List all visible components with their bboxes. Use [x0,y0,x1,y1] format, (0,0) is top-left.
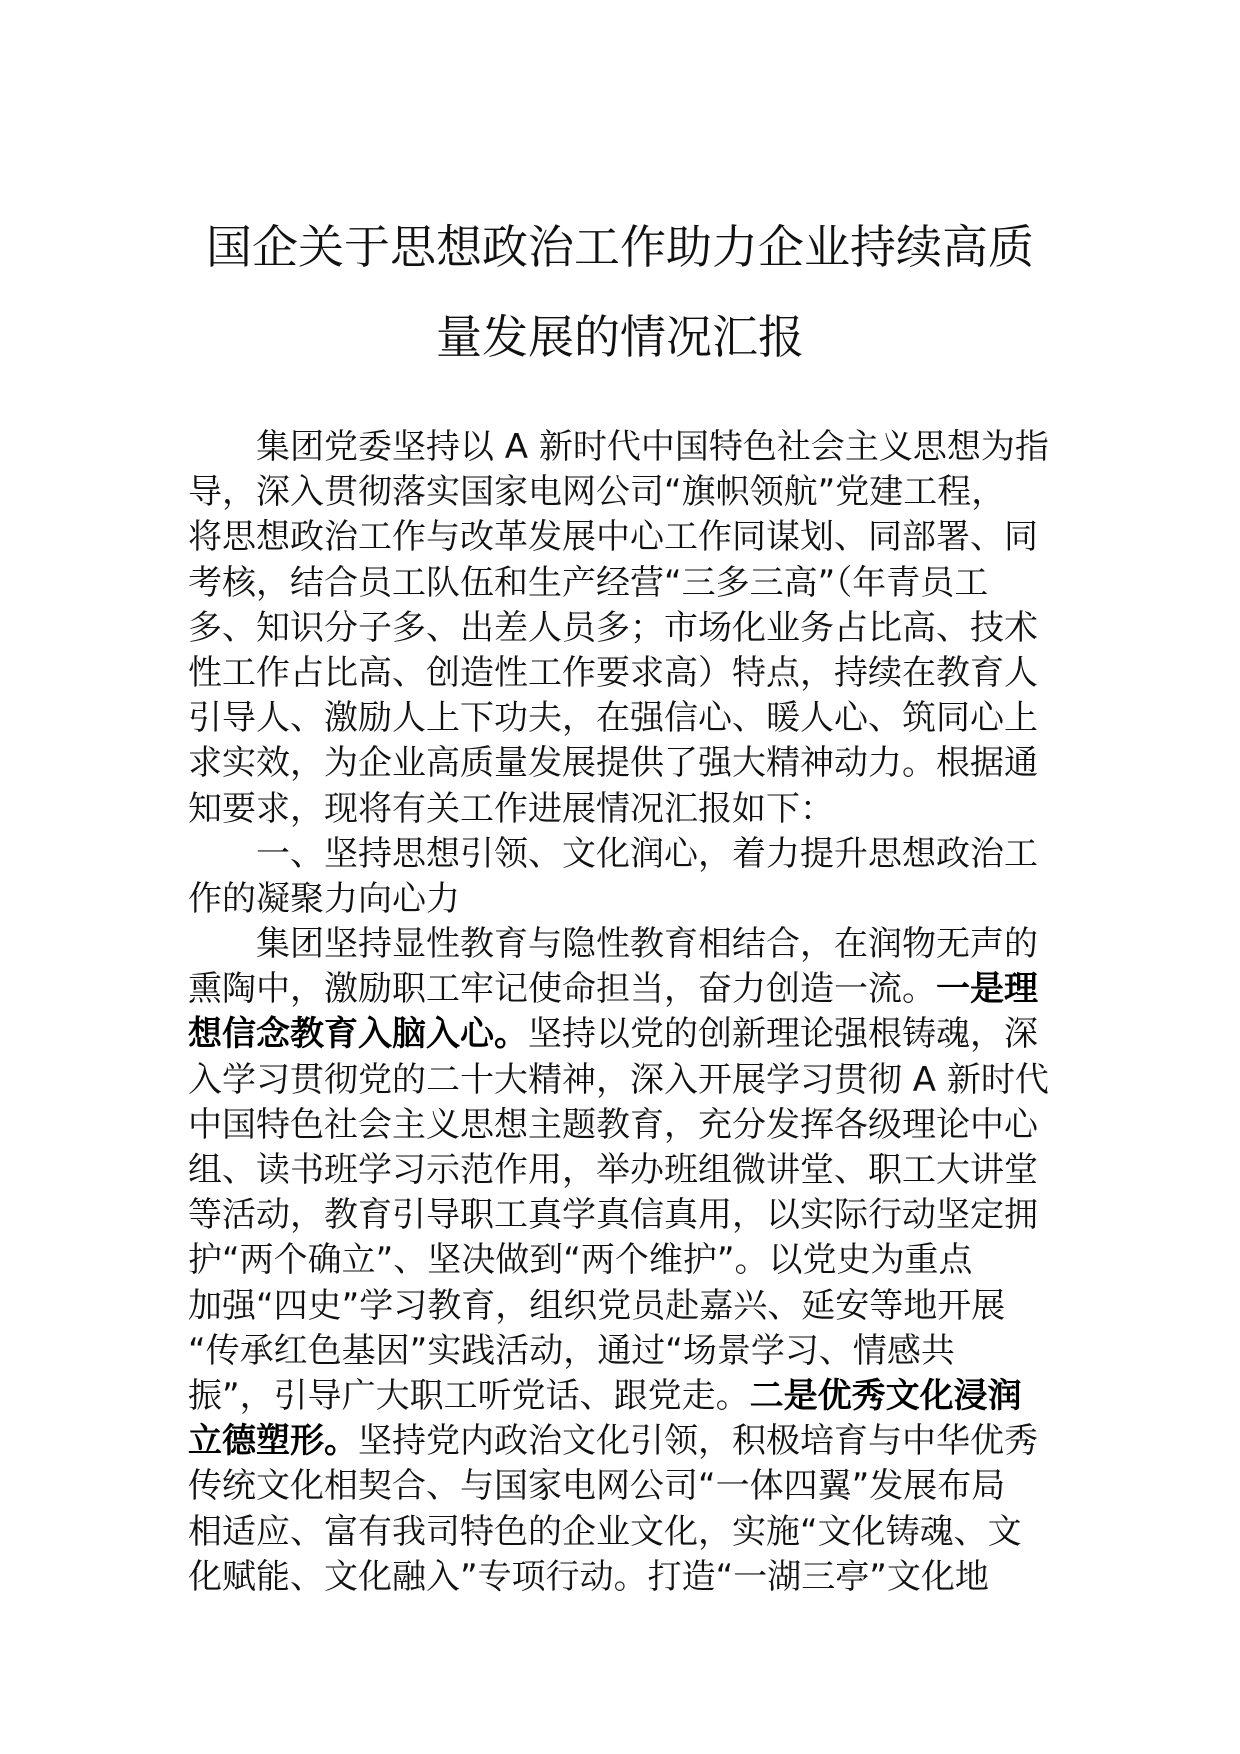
bold-lead-text: 想信念教育入脑入心。 [188,1014,528,1055]
intro-line: 多、知识分子多、出差人员多；市场化业务占比高、技术 [188,607,1038,648]
document-body [188,425,1058,1600]
section-paragraph-line: 相适应、富有我司特色的企业文化，实施“文化铸魂、文 [188,1511,1022,1552]
intro-line: 导，深入贯彻落实国家电网公司“旗帜领航”党建工程， [188,472,1006,513]
plain-text: 熏陶中，激励职工牢记使命担当，奋力创造一流。 [188,969,936,1010]
intro-line: 考核，结合员工队伍和生产经营“三多三高”（年青员工 [188,562,989,603]
section-paragraph-line: “传承红色基因”实践活动，通过“场景学习、情感共 [188,1330,955,1371]
intro-line: 求实效，为企业高质量发展提供了强大精神动力。根据通 [188,743,1038,784]
intro-line: 引导人、激励人上下功夫，在强信心、暖人心、筑同心上 [188,698,1038,739]
intro-line: 将思想政治工作与改革发展中心工作同谋划、同部署、同 [188,517,1038,558]
section-paragraph-line: 入学习贯彻党的二十大精神，深入开展学习贯彻 A 新时代 [188,1059,1049,1100]
intro-line: 性工作占比高、创造性工作要求高）特点，持续在教育人 [188,652,1038,693]
bold-lead-text: 一是理 [936,969,1038,1010]
plain-text: 振”，引导广大职工听党话、跟党走。 [188,1375,750,1416]
section-paragraph-line [188,967,1058,1012]
section-paragraph-line: 传统文化相契合、与国家电网公司“一体四翼”发展布局 [188,1466,1006,1507]
section-paragraph-line: 加强“四史”学习教育，组织党员赴嘉兴、延安等地开展 [188,1285,1006,1326]
section-heading-line: 一、坚持思想引领、文化润心，着力提升思想政治工 [256,833,1038,874]
bold-lead-text: 立德塑形。 [188,1421,358,1462]
plain-text: 坚持以党的创新理论强根铸魂，深 [528,1014,1038,1055]
section-paragraph-line: 化赋能、文化融入”专项行动。打造“一湖三亭”文化地 [188,1556,989,1597]
intro-line: 集团党委坚持以 A 新时代中国特色社会主义思想为指 [256,427,1049,467]
section-paragraph-line: 组、读书班学习示范作用，举办班组微讲堂、职工大讲堂 [188,1150,1038,1190]
section-paragraph-line [188,1419,1058,1464]
section-paragraph-line: 等活动，教育引导职工真学真信真用，以实际行动坚定拥 [188,1195,1038,1236]
title-line: 量发展的情况汇报 [436,310,804,364]
section-heading-line: 作的凝聚力向心力 [188,878,460,919]
title-line: 国企关于思想政治工作助力企业持续高质 [206,220,1034,274]
document-title [188,202,1052,382]
section-paragraph-line [188,1012,1058,1057]
plain-text: 坚持党内政治文化引领，积极培育与中华优秀 [358,1421,1038,1462]
intro-line: 知要求，现将有关工作进展情况汇报如下： [188,788,834,829]
section-paragraph-line [188,1374,1058,1419]
section-paragraph-line: 集团坚持显性教育与隐性教育相结合，在润物无声的 [256,924,1038,965]
section-paragraph-line: 中国特色社会主义思想主题教育，充分发挥各级理论中心 [188,1104,1038,1145]
bold-lead-text: 二是优秀文化浸润 [749,1375,1022,1416]
section-paragraph-line: 护“两个确立”、坚决做到“两个维护”。以党史为重点 [188,1240,973,1281]
